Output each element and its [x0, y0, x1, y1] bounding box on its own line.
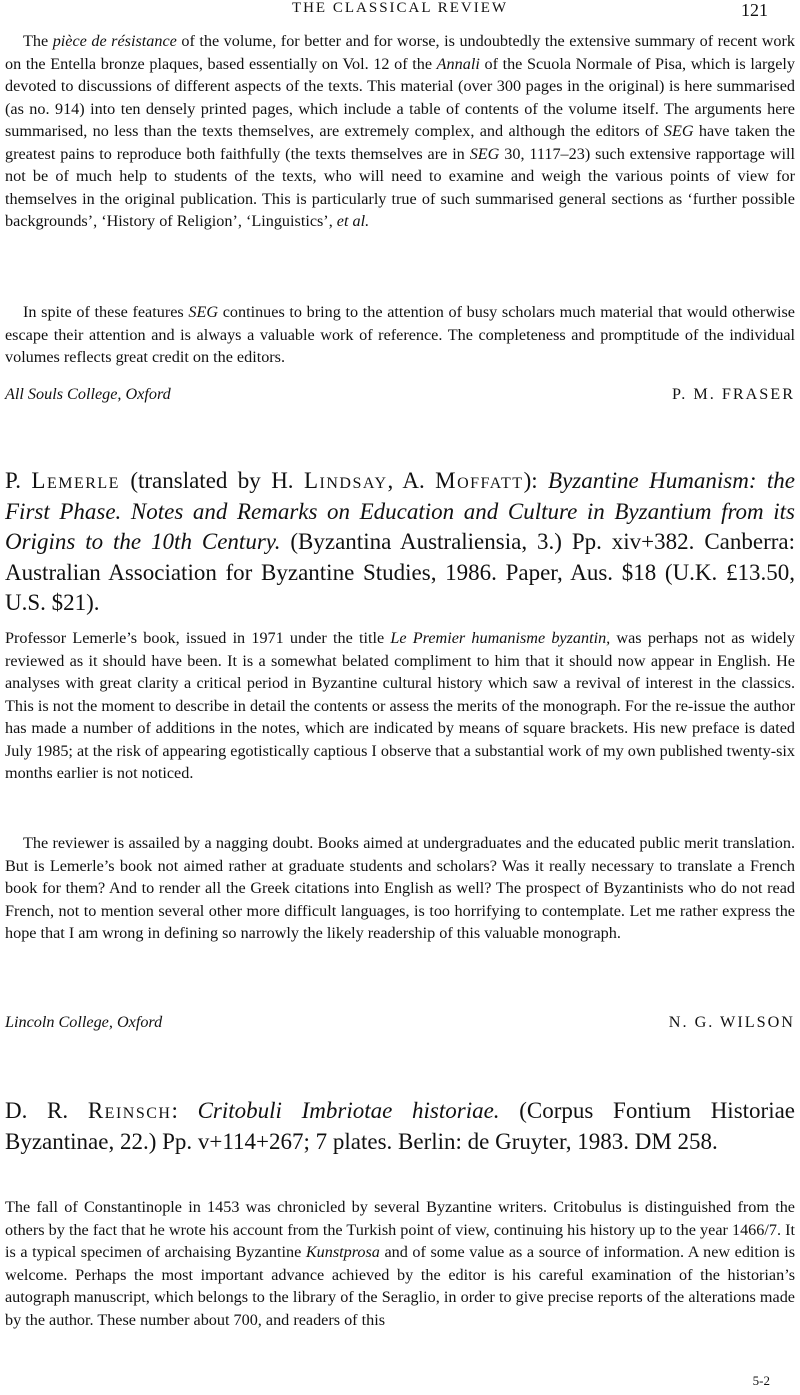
review2-reviewer: N. G. WILSON: [668, 1013, 795, 1031]
review2-signature: [5, 1013, 795, 1035]
review2-institution: Lincoln College, Oxford: [5, 1013, 163, 1031]
signature-mark: 5-2: [752, 1373, 770, 1388]
review3-heading: D. R. Reinsch: Critobuli Imbriotae historiae. (Corpus Fontium Historiae Byzantinae, 22.) Pp. v+114+267; 7 plates. Berlin: de Gruyter, 1983. DM 258.: [5, 1098, 796, 1154]
running-head: [0, 0, 800, 22]
review1-reviewer: P. M. FRASER: [672, 385, 795, 403]
journal-title: THE CLASSICAL REVIEW: [291, 0, 509, 16]
review1-paragraph-2: In spite of these features SEG continues to bring to the attention of busy scholars much material that would otherwise escape their attention and is always a valuable work of reference. The completeness and promptitude of the individual volumes reflects great credit on the editors.: [5, 303, 795, 366]
review2-book-title: Byzantine Humanism: the First Phase. Notes and Remarks on Education and Culture in Byzantium from its Origins to the 10th Century.: [5, 468, 795, 554]
review1-institution: All Souls College, Oxford: [5, 385, 171, 403]
review2-heading: P. Lemerle (translated by H. Lindsay, A. Moffatt): Byzantine Humanism: the First Phase. Notes and Remarks on Education and Culture in Byzantium from its Origins to the 10th Century. (Byzantina Australiensia, 3.) Pp. xiv+382. Canberra: Australian Association for Byzantine Studies, 1986. Paper, Aus. $18 (U.K. £13.50, U.S. $21).: [5, 468, 796, 615]
review2-paragraph-1: Professor Lemerle’s book, issued in 1971 under the title Le Premier humanisme byzantin, was perhaps not as widely reviewed as it should have been. It is a somewhat belated compliment to him that it should now appear in English. He analyses with great clarity a critical period in Byzantine cultural history which saw a revival of interest in the classics. This is not the moment to describe in detail the contents or assess the merits of the monograph. For the re-issue the author has made a number of additions in the notes, which are indicated by means of square brackets. His new preface is dated July 1985; at the risk of appearing egotistically captious I observe that a substantial work of my own published twenty-six months earlier is not noticed.: [5, 629, 795, 782]
review3-book-title: Critobuli Imbriotae historiae.: [197, 1098, 500, 1123]
review2-paragraph-2: The reviewer is assailed by a nagging doubt. Books aimed at undergraduates and the educated public merit translation. But is Lemerle’s book not aimed rather at graduate students and scholars? Was it really necessary to translate a French book for them? And to render all the Greek citations into English as well? The prospect of Byzantinists who do not read French, not to mention several other more difficult languages, is too horrifying to contemplate. Let me rather express the hope that I am wrong in defining so narrowly the likely readership of this valuable monograph.: [5, 834, 795, 942]
page-number: 121: [741, 0, 768, 20]
review3-paragraph-1: The fall of Constantinople in 1453 was chronicled by several Byzantine writers. Critobulus is distinguished from the others by the fact that he wrote his account from the Turkish point of view, continuing his history up to the year 1466/7. It is a typical specimen of archaising Byzantine Kunstprosa and of some value as a source of information. A new edition is welcome. Perhaps the most important advance achieved by the editor is his careful examination of the historian’s autograph manuscript, which belongs to the library of the Seraglio, in order to give precise reports of the alterations made by the author. These number about 700, and readers of this: [5, 1198, 795, 1329]
review1-paragraph-1: The pièce de résistance of the volume, for better and for worse, is undoubtedly the extensive summary of recent work on the Entella bronze plaques, based essentially on Vol. 12 of the Annali of the Scuola Normale of Pisa, which is largely devoted to discussions of different aspects of the texts. This material (over 300 pages in the original) is here summarised (as no. 914) into ten densely printed pages, which include a table of contents of the volume itself. The arguments here summarised, no less than the texts themselves, are extremely complex, and although the editors of SEG have taken the greatest pains to reproduce both faithfully (the texts themselves are in SEG 30, 1117–23) such extensive rapportage will not be of much help to students of the texts, who will need to examine and weigh the various points of view for themselves in the original publication. This is particularly true of such summarised general sections as ‘further possible backgrounds’, ‘History of Religion’, ‘Linguistics’, et al.: [5, 32, 795, 230]
review1-signature: [5, 385, 795, 407]
